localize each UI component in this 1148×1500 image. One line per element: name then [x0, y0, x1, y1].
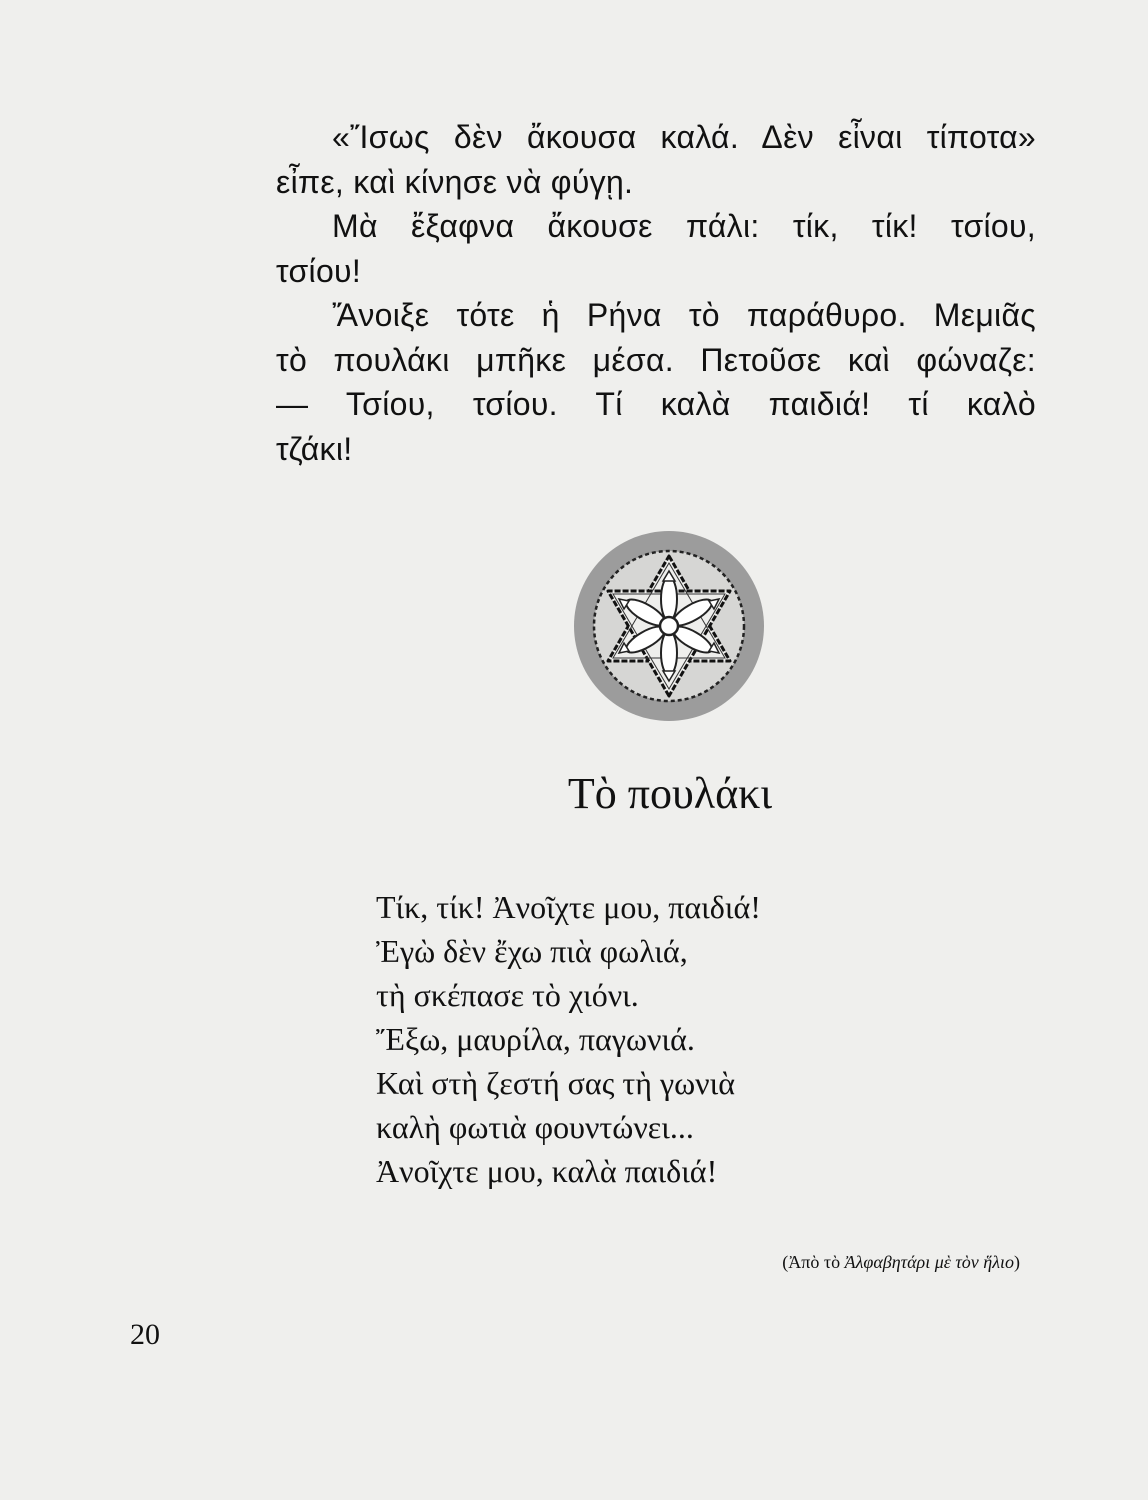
poem-source	[600, 1252, 1020, 1273]
source-suffix: )	[1014, 1252, 1020, 1272]
page-number: 20	[130, 1318, 160, 1351]
poem-line: τὴ σκέπασε τὸ χιόνι.	[376, 977, 639, 1013]
prose-line: Μὰ ἔξαφνα ἄκουσε πάλι: τίκ, τίκ! τσίου,	[332, 208, 1036, 244]
prose-line: Ἄνοιξε τότε ἡ Ρήνα τὸ παράθυρο. Μεμιᾶς	[332, 297, 1036, 333]
prose-line: τζάκι!	[276, 430, 353, 467]
source-prefix: (Ἀπὸ τὸ	[782, 1252, 845, 1272]
poem-line: Καὶ στὴ ζεστή σας τὴ γωνιὰ	[376, 1065, 735, 1101]
prose-line: εἶπε, καὶ κίνησε νὰ φύγῃ.	[276, 163, 634, 200]
poem-block	[376, 885, 976, 1193]
prose-line: τσίου!	[276, 252, 362, 289]
poem-line: Ἀνοῖχτε μου, καλὰ παιδιά!	[376, 1153, 718, 1189]
poem-line: Ἔξω, μαυρίλα, παγωνιά.	[376, 1021, 695, 1057]
prose-line: τὸ πουλάκι μπῆκε μέσα. Πετοῦσε καὶ φώναζε:	[276, 341, 1036, 378]
poem-line: καλὴ φωτιὰ φουντώνει...	[376, 1109, 694, 1145]
prose-block	[276, 115, 1036, 471]
poem-line: Τίκ, τίκ! Ἀνοῖχτε μου, παιδιά!	[376, 889, 761, 925]
source-title: Ἀλφαβητάρι μὲ τὸν ἥλιο	[844, 1252, 1014, 1272]
prose-line: — Τσίου, τσίου. Τί καλὰ παιδιά! τί καλὸ	[276, 386, 1036, 422]
star-of-david-flower-icon	[574, 531, 764, 721]
prose-line: «Ἴσως δὲν ἄκουσα καλά. Δὲν εἶναι τίποτα»	[332, 119, 1036, 155]
poem-line: Ἐγὼ δὲν ἔχω πιὰ φωλιά,	[376, 933, 688, 969]
poem-title: Τὸ πουλάκι	[567, 769, 773, 818]
